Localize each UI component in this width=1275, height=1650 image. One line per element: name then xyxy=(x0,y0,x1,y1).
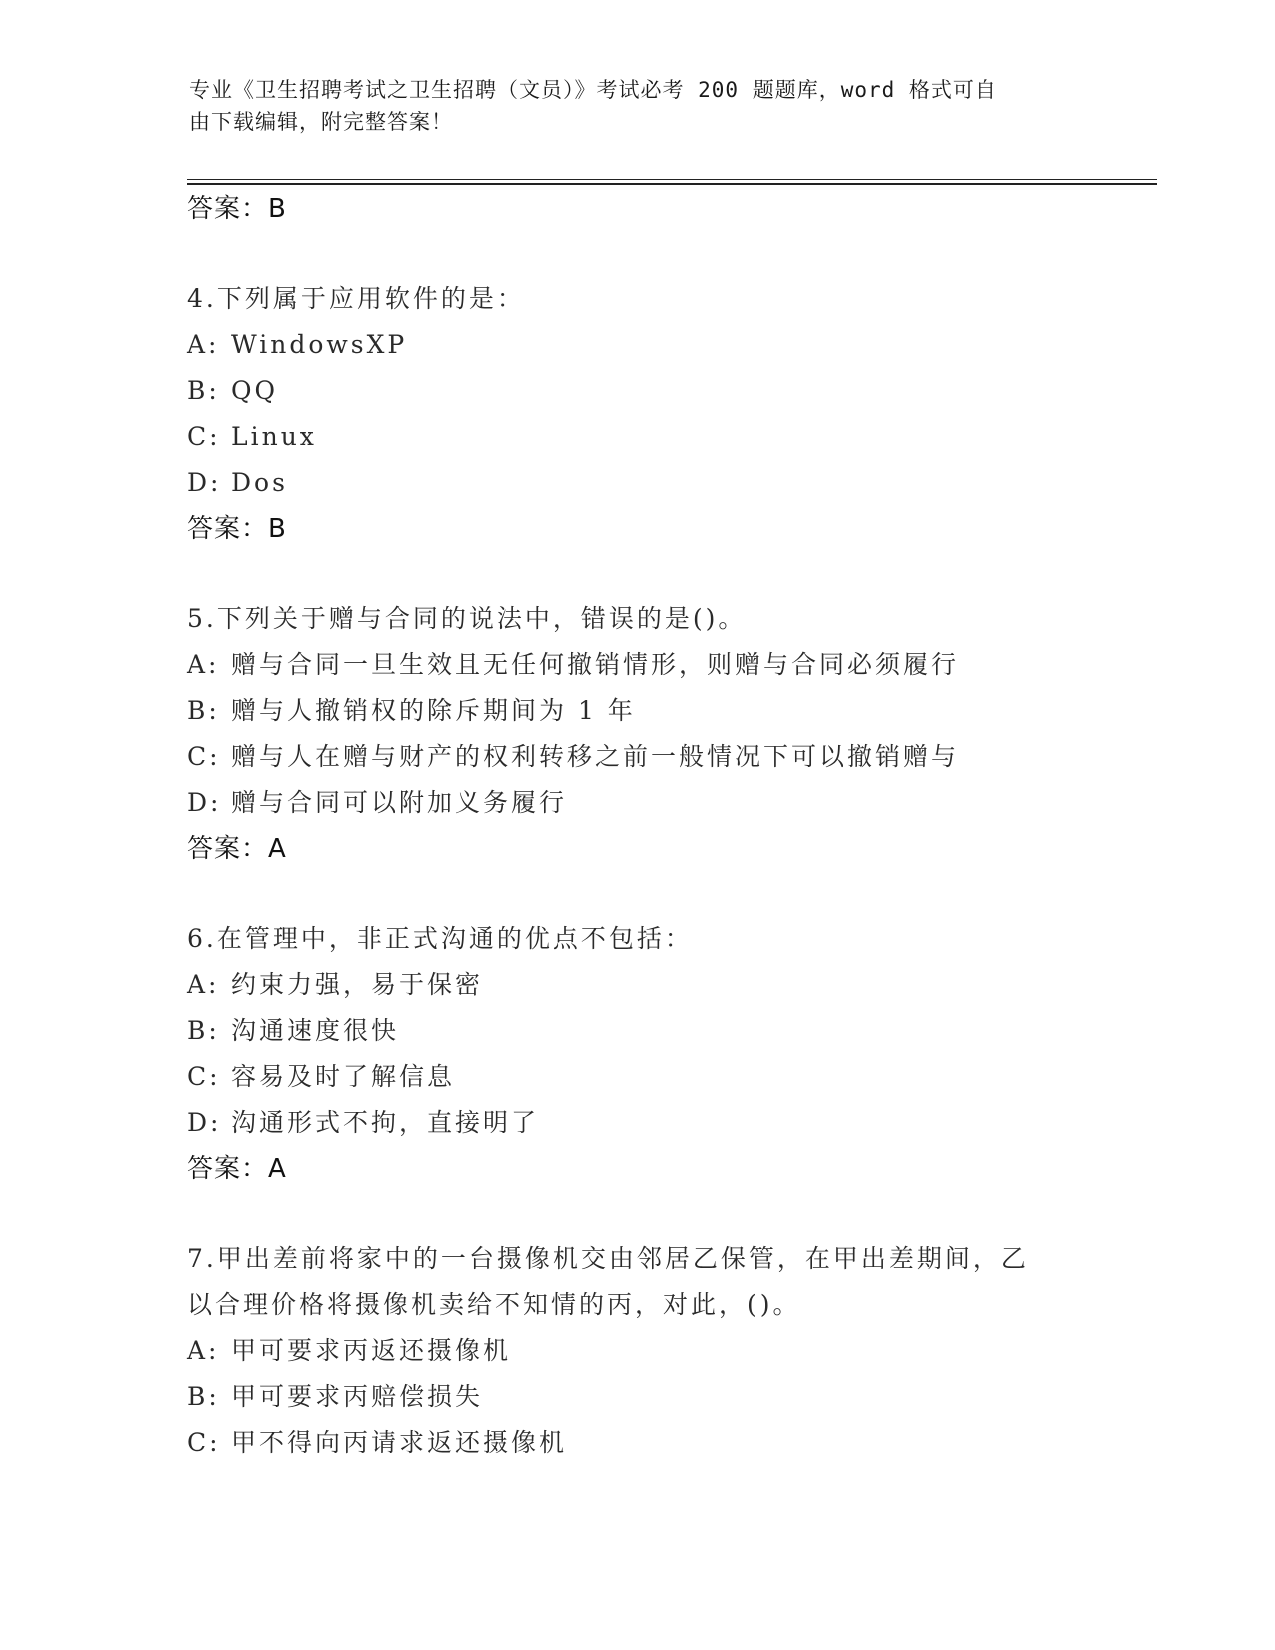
option-letter: B: xyxy=(187,696,220,725)
question-block-6 xyxy=(187,916,1147,1192)
option-a xyxy=(187,1328,1147,1374)
option-letter: B: xyxy=(187,1382,220,1411)
answer-line: 答案：B xyxy=(187,514,287,544)
question-block-5 xyxy=(187,596,1147,872)
option-text: QQ xyxy=(231,376,278,405)
question-stem: 6.在管理中，非正式沟通的优点不包括： xyxy=(187,924,693,953)
option-text: 沟通形式不拘，直接明了 xyxy=(231,1108,540,1137)
option-text: 甲可要求丙赔偿损失 xyxy=(231,1382,484,1411)
header-line-2: 由下载编辑，附完整答案！ xyxy=(189,110,453,134)
option-letter: C: xyxy=(187,1428,221,1457)
option-text: 甲可要求丙返还摄像机 xyxy=(231,1336,512,1365)
option-letter: D: xyxy=(187,1108,222,1137)
question-stem: 5.下列关于赠与合同的说法中，错误的是()。 xyxy=(187,604,747,633)
option-letter: A: xyxy=(187,650,220,679)
option-text: 沟通速度很快 xyxy=(231,1016,400,1045)
document-header xyxy=(189,74,1069,138)
answer-line: 答案：A xyxy=(187,834,287,864)
option-a xyxy=(187,322,1147,368)
option-text: Dos xyxy=(231,468,288,497)
question-stem: 7.甲出差前将家中的一台摄像机交由邻居乙保管，在甲出差期间，乙 xyxy=(187,1244,1029,1273)
block-gap xyxy=(187,1192,1147,1236)
option-letter: A: xyxy=(187,1336,220,1365)
option-a xyxy=(187,962,1147,1008)
question-block-7 xyxy=(187,1236,1147,1466)
option-text: 甲不得向丙请求返还摄像机 xyxy=(231,1428,568,1457)
option-c xyxy=(187,734,1147,780)
option-b xyxy=(187,1008,1147,1054)
option-letter: D: xyxy=(187,468,222,497)
option-text: 容易及时了解信息 xyxy=(231,1062,456,1091)
block-gap xyxy=(187,872,1147,916)
option-b xyxy=(187,368,1147,414)
header-rule-bottom xyxy=(187,183,1157,185)
header-rule-top xyxy=(187,179,1157,180)
answer-line: 答案：A xyxy=(187,1154,287,1184)
header-line-1: 专业《卫生招聘考试之卫生招聘（文员）》考试必考 200 题题库，word 格式可自 xyxy=(189,78,997,102)
question-stem: 4.下列属于应用软件的是： xyxy=(187,284,525,313)
option-letter: B: xyxy=(187,1016,220,1045)
block-gap xyxy=(187,232,1147,276)
option-text: 赠与人撤销权的除斥期间为 1 年 xyxy=(231,696,636,725)
option-b xyxy=(187,688,1147,734)
option-text: 赠与合同可以附加义务履行 xyxy=(231,788,568,817)
option-d xyxy=(187,1100,1147,1146)
question-block-4 xyxy=(187,276,1147,552)
option-text: 赠与人在赠与财产的权利转移之前一般情况下可以撤销赠与 xyxy=(231,742,960,771)
block-gap xyxy=(187,552,1147,596)
option-text: Linux xyxy=(231,422,317,451)
question-stem-continued: 以合理价格将摄像机卖给不知情的丙，对此，()。 xyxy=(187,1290,801,1319)
option-c xyxy=(187,414,1147,460)
option-letter: B: xyxy=(187,376,220,405)
option-a xyxy=(187,642,1147,688)
option-d xyxy=(187,460,1147,506)
answer-line: 答案：B xyxy=(187,194,287,224)
option-c xyxy=(187,1054,1147,1100)
option-text: 赠与合同一旦生效且无任何撤销情形，则赠与合同必须履行 xyxy=(231,650,960,679)
option-letter: A: xyxy=(187,330,220,359)
option-b xyxy=(187,1374,1147,1420)
option-letter: C: xyxy=(187,1062,221,1091)
option-letter: D: xyxy=(187,788,222,817)
option-c xyxy=(187,1420,1147,1466)
option-d xyxy=(187,780,1147,826)
option-letter: C: xyxy=(187,422,221,451)
question-list xyxy=(187,186,1147,1466)
option-letter: C: xyxy=(187,742,221,771)
option-text: 约束力强，易于保密 xyxy=(231,970,484,999)
option-text: WindowsXP xyxy=(231,330,408,359)
option-letter: A: xyxy=(187,970,220,999)
